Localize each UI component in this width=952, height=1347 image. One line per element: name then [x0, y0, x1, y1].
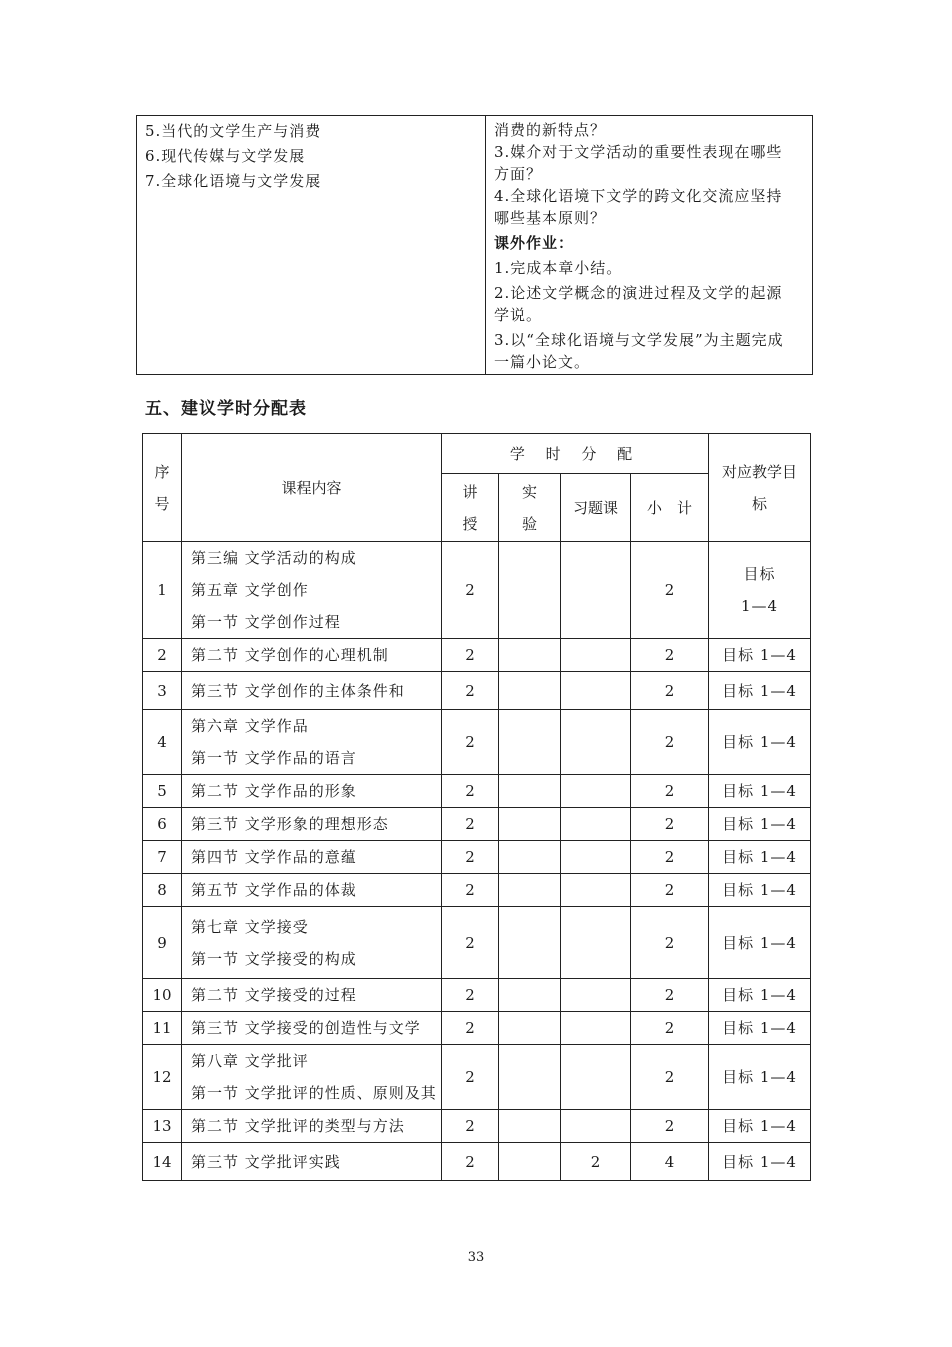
table-row — [143, 775, 811, 808]
header-seq-line: 号 — [154, 494, 170, 513]
row-goal-line: 目标 1—4 — [722, 933, 797, 952]
row-exercise-cell — [561, 1110, 631, 1143]
outline-topics-cell — [137, 116, 486, 375]
row-content-cell — [182, 672, 442, 710]
row-experiment-cell — [499, 1143, 561, 1181]
row-seq-cell: 5 — [143, 775, 182, 808]
row-content-cell — [182, 1012, 442, 1045]
row-seq-cell: 7 — [143, 841, 182, 874]
row-content-line: 第二节 文学接受的过程 — [191, 986, 357, 1004]
table-row — [143, 979, 811, 1012]
row-exercise-cell — [561, 710, 631, 775]
table-row — [143, 907, 811, 979]
row-content-line: 第一节 文学批评的性质、原则及其 — [191, 1084, 437, 1102]
header-seq-line: 序 — [154, 462, 170, 481]
question-line: 方面？ — [494, 165, 543, 183]
row-content-line: 第三编 文学活动的构成 — [191, 549, 357, 567]
row-content-cell — [182, 542, 442, 639]
table-row — [143, 841, 811, 874]
question-line: 哪些基本原则？ — [494, 209, 607, 227]
row-subtotal-cell: 2 — [631, 907, 709, 979]
row-goal-cell — [709, 841, 811, 874]
row-lecture-cell: 2 — [442, 639, 499, 672]
row-content-line: 第二节 文学批评的类型与方法 — [191, 1117, 405, 1135]
row-exercise-cell — [561, 639, 631, 672]
row-goal-line: 目标 1—4 — [722, 1068, 797, 1086]
row-content-cell — [182, 1045, 442, 1110]
row-content-cell — [182, 710, 442, 775]
row-lecture-cell: 2 — [442, 907, 499, 979]
row-lecture-cell: 2 — [442, 672, 499, 710]
table-row — [143, 874, 811, 907]
outline-topic-line: 7.全球化语境与文学发展 — [145, 172, 322, 190]
row-lecture-cell: 2 — [442, 1012, 499, 1045]
row-exercise-cell — [561, 1012, 631, 1045]
header-experiment — [499, 474, 561, 542]
row-exercise-cell: 2 — [561, 1143, 631, 1181]
header-goal-line: 对应教学目 — [721, 462, 797, 481]
table-row — [143, 1045, 811, 1110]
row-lecture-cell: 2 — [442, 775, 499, 808]
row-content-line: 第四节 文学作品的意蕴 — [191, 848, 357, 866]
row-content-line: 第一节 文学创作过程 — [191, 613, 341, 631]
row-goal-cell — [709, 542, 811, 639]
outline-topic-line: 6.现代传媒与文学发展 — [145, 147, 306, 165]
row-content-cell — [182, 1143, 442, 1181]
question-line: 3.媒介对于文学活动的重要性表现在哪些 — [494, 143, 783, 161]
header-subtotal: 小 计 — [631, 474, 709, 542]
row-content-cell — [182, 639, 442, 672]
row-goal-line: 目标 1—4 — [722, 782, 797, 800]
row-lecture-cell: 2 — [442, 1045, 499, 1110]
table-row — [143, 808, 811, 841]
row-experiment-cell — [499, 841, 561, 874]
row-seq-cell: 11 — [143, 1012, 182, 1045]
row-exercise-cell — [561, 775, 631, 808]
row-seq-cell: 9 — [143, 907, 182, 979]
header-lecture-line: 授 — [462, 514, 478, 533]
row-lecture-cell: 2 — [442, 710, 499, 775]
row-content-line: 第三节 文学形象的理想形态 — [191, 815, 389, 833]
table-row — [143, 542, 811, 639]
row-exercise-cell — [561, 808, 631, 841]
row-exercise-cell — [561, 979, 631, 1012]
row-seq-cell: 10 — [143, 979, 182, 1012]
row-content-cell — [182, 979, 442, 1012]
homework-line: 学说。 — [494, 306, 543, 324]
row-goal-cell — [709, 775, 811, 808]
row-experiment-cell — [499, 1012, 561, 1045]
row-content-cell — [182, 874, 442, 907]
row-subtotal-cell: 2 — [631, 979, 709, 1012]
row-goal-line: 目标 1—4 — [722, 646, 797, 664]
table-row — [143, 639, 811, 672]
row-subtotal-cell: 2 — [631, 542, 709, 639]
row-content-cell — [182, 1110, 442, 1143]
header-goal — [709, 434, 811, 542]
table-row — [143, 1143, 811, 1181]
row-lecture-cell: 2 — [442, 841, 499, 874]
row-experiment-cell — [499, 979, 561, 1012]
row-subtotal-cell: 4 — [631, 1143, 709, 1181]
row-goal-line: 目标 1—4 — [722, 986, 797, 1004]
row-subtotal-cell: 2 — [631, 1012, 709, 1045]
row-content-line: 第三节 文学接受的创造性与文学 — [191, 1019, 421, 1037]
row-seq-cell: 8 — [143, 874, 182, 907]
row-lecture-cell: 2 — [442, 808, 499, 841]
row-lecture-cell: 2 — [442, 874, 499, 907]
row-content-line: 第七章 文学接受 — [191, 917, 309, 936]
section-heading: 五、建议学时分配表 — [145, 399, 307, 419]
course-outline-table — [136, 115, 813, 375]
row-lecture-cell: 2 — [442, 1143, 499, 1181]
row-goal-line: 目标 1—4 — [722, 733, 797, 751]
row-seq-cell: 4 — [143, 710, 182, 775]
table-row — [143, 672, 811, 710]
row-seq-cell: 14 — [143, 1143, 182, 1181]
row-content-line: 第五节 文学作品的体裁 — [191, 881, 357, 899]
row-exercise-cell — [561, 874, 631, 907]
row-subtotal-cell: 2 — [631, 710, 709, 775]
row-goal-cell — [709, 1012, 811, 1045]
row-exercise-cell — [561, 907, 631, 979]
row-lecture-cell: 2 — [442, 979, 499, 1012]
row-subtotal-cell: 2 — [631, 808, 709, 841]
row-goal-cell — [709, 1110, 811, 1143]
row-exercise-cell — [561, 1045, 631, 1110]
row-seq-cell: 1 — [143, 542, 182, 639]
row-seq-cell: 6 — [143, 808, 182, 841]
row-goal-cell — [709, 1045, 811, 1110]
homework-heading: 课外作业： — [494, 234, 575, 252]
row-goal-line: 目标 1—4 — [722, 881, 797, 899]
row-content-line: 第二节 文学作品的形象 — [191, 782, 357, 800]
row-goal-line: 1—4 — [740, 597, 779, 615]
row-experiment-cell — [499, 775, 561, 808]
row-lecture-cell: 2 — [442, 1110, 499, 1143]
hours-allocation-table — [142, 433, 811, 1181]
question-line: 4.全球化语境下文学的跨文化交流应坚持 — [494, 187, 783, 205]
table-row — [143, 1110, 811, 1143]
row-content-cell — [182, 808, 442, 841]
row-goal-line: 目标 1—4 — [722, 681, 797, 700]
row-experiment-cell — [499, 672, 561, 710]
row-goal-line: 目标 1—4 — [722, 815, 797, 833]
header-goal-line: 标 — [751, 494, 767, 513]
table-row — [143, 710, 811, 775]
homework-line: 一篇小论文。 — [494, 353, 591, 371]
row-goal-cell — [709, 979, 811, 1012]
row-subtotal-cell: 2 — [631, 1110, 709, 1143]
row-goal-line: 目标 1—4 — [722, 848, 797, 866]
header-seq — [143, 434, 182, 542]
header-experiment-line: 验 — [521, 514, 537, 533]
row-content-line: 第三节 文学批评实践 — [191, 1152, 341, 1171]
row-seq-cell: 2 — [143, 639, 182, 672]
outline-questions-cell — [486, 116, 813, 375]
row-experiment-cell — [499, 1110, 561, 1143]
row-subtotal-cell: 2 — [631, 874, 709, 907]
row-content-line: 第六章 文学作品 — [191, 717, 309, 735]
header-content: 课程内容 — [182, 434, 442, 542]
row-experiment-cell — [499, 1045, 561, 1110]
header-exercise: 习题课 — [561, 474, 631, 542]
row-goal-line: 目标 — [743, 565, 776, 583]
homework-line: 1.完成本章小结。 — [494, 259, 623, 277]
row-seq-cell: 13 — [143, 1110, 182, 1143]
row-goal-cell — [709, 1143, 811, 1181]
row-experiment-cell — [499, 874, 561, 907]
question-line: 消费的新特点？ — [494, 121, 607, 139]
homework-line: 3.以“全球化语境与文学发展”为主题完成 — [494, 331, 784, 349]
row-subtotal-cell: 2 — [631, 1045, 709, 1110]
outline-topic-line: 5.当代的文学生产与消费 — [145, 122, 322, 140]
row-experiment-cell — [499, 639, 561, 672]
row-experiment-cell — [499, 808, 561, 841]
row-lecture-cell: 2 — [442, 542, 499, 639]
row-subtotal-cell: 2 — [631, 672, 709, 710]
row-exercise-cell — [561, 542, 631, 639]
header-experiment-line: 实 — [521, 482, 537, 501]
row-goal-cell — [709, 808, 811, 841]
row-exercise-cell — [561, 841, 631, 874]
row-content-line: 第三节 文学创作的主体条件和 — [191, 681, 405, 700]
row-content-line: 第一节 文学作品的语言 — [191, 749, 357, 767]
row-goal-cell — [709, 907, 811, 979]
row-seq-cell: 3 — [143, 672, 182, 710]
row-subtotal-cell: 2 — [631, 639, 709, 672]
row-seq-cell: 12 — [143, 1045, 182, 1110]
row-goal-line: 目标 1—4 — [722, 1152, 797, 1171]
row-content-line: 第五章 文学创作 — [191, 581, 309, 599]
row-goal-cell — [709, 672, 811, 710]
row-content-line: 第八章 文学批评 — [191, 1052, 309, 1070]
hours-allocation-body — [143, 542, 811, 1181]
row-goal-cell — [709, 639, 811, 672]
row-subtotal-cell: 2 — [631, 841, 709, 874]
row-goal-cell — [709, 710, 811, 775]
row-goal-line: 目标 1—4 — [722, 1117, 797, 1135]
row-goal-cell — [709, 874, 811, 907]
row-content-line: 第二节 文学创作的心理机制 — [191, 646, 389, 664]
table-row — [143, 1012, 811, 1045]
row-experiment-cell — [499, 907, 561, 979]
row-content-line: 第一节 文学接受的构成 — [191, 949, 357, 968]
row-subtotal-cell: 2 — [631, 775, 709, 808]
row-exercise-cell — [561, 672, 631, 710]
row-content-cell — [182, 841, 442, 874]
homework-line: 2.论述文学概念的演进过程及文学的起源 — [494, 284, 783, 302]
header-lecture-line: 讲 — [462, 482, 478, 501]
header-lecture — [442, 474, 499, 542]
row-content-cell — [182, 775, 442, 808]
header-hours-group: 学 时 分 配 — [442, 434, 709, 474]
row-content-cell — [182, 907, 442, 979]
row-experiment-cell — [499, 542, 561, 639]
page-number: 33 — [467, 1250, 485, 1265]
row-goal-line: 目标 1—4 — [722, 1019, 797, 1037]
row-experiment-cell — [499, 710, 561, 775]
